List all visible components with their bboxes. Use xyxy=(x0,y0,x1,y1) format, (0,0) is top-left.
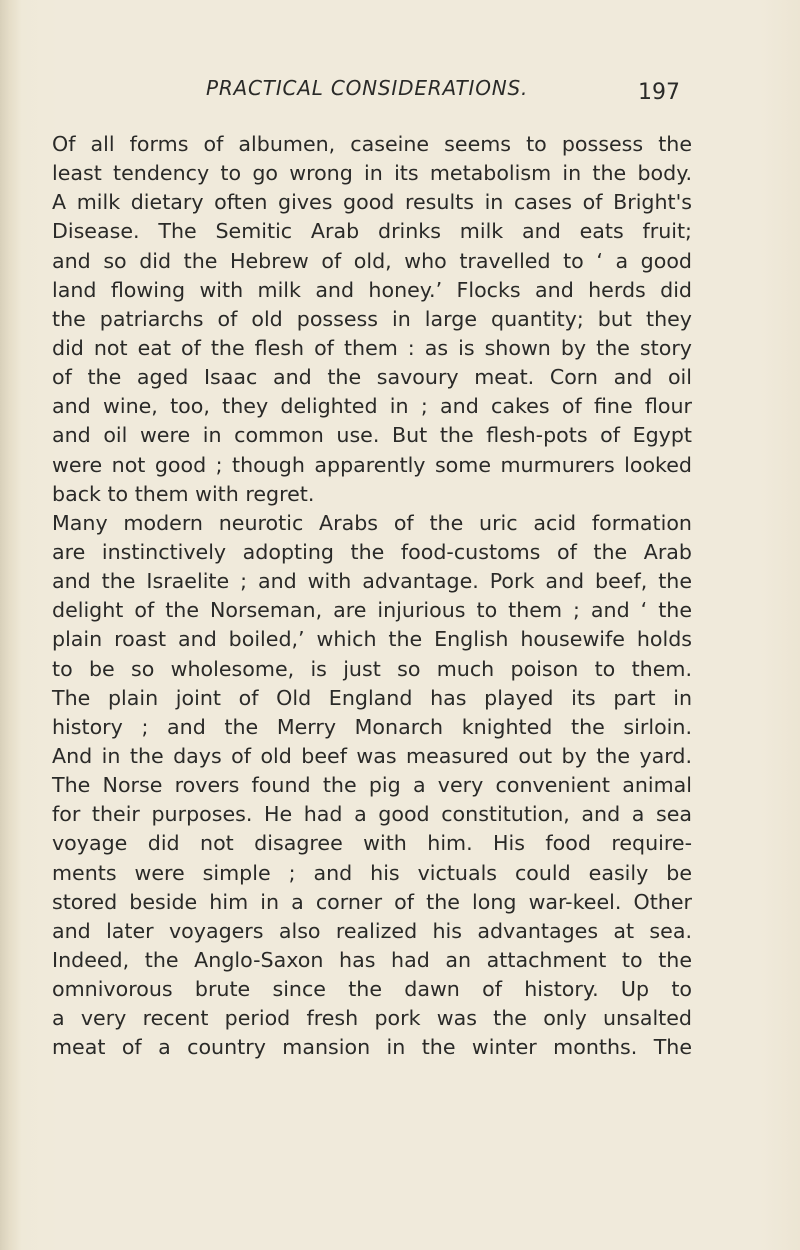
page-header xyxy=(206,76,686,110)
text-line: Indeed, the Anglo-Saxon has had an attachment to the xyxy=(52,947,692,972)
text-line: a very recent period fresh pork was the only unsalted xyxy=(52,1006,692,1031)
text-line: and oil were in common use. But the flesh-pots of Egypt xyxy=(52,423,692,448)
text-line: Disease. The Semitic Arab drinks milk and eats fruit; xyxy=(52,219,692,244)
page-number: 197 xyxy=(638,80,680,105)
text-line: voyage did not disagree with him. His food require- xyxy=(52,831,692,856)
text-line: for their purposes. He had a good constitution, and a sea xyxy=(52,802,692,827)
paragraph-start-line: Many modern neurotic Arabs of the uric acid formation xyxy=(52,510,692,535)
text-line: and the Israelite ; and with advantage. Pork and beef, the xyxy=(52,569,692,594)
text-line: did not eat of the flesh of them : as is shown by the story xyxy=(52,335,692,360)
text-line: to be so wholesome, is just so much poison to them. xyxy=(52,656,692,681)
paragraph-end-line: back to them with regret. xyxy=(52,481,315,506)
text-line: omnivorous brute since the dawn of history. Up to xyxy=(52,977,692,1002)
page-binding-shadow xyxy=(0,0,22,1250)
text-line: meat of a country mansion in the winter months. The xyxy=(52,1035,692,1060)
text-line: history ; and the Merry Monarch knighted the sirloin. xyxy=(52,714,692,739)
text-line: least tendency to go wrong in its metabolism in the body. xyxy=(52,161,692,186)
text-line: and so did the Hebrew of old, who travelled to ‘ a good xyxy=(52,248,692,273)
text-line: delight of the Norseman, are injurious to them ; and ‘ the xyxy=(52,598,692,623)
text-line: and wine, too, they delighted in ; and cakes of fine flour xyxy=(52,394,692,419)
text-line: The plain joint of Old England has played its part in xyxy=(52,685,692,710)
text-line: stored beside him in a corner of the long war-keel. Other xyxy=(52,889,692,914)
text-line: plain roast and boiled,’ which the English housewife holds xyxy=(52,627,692,652)
text-line: Of all forms of albumen, caseine seems to possess the xyxy=(52,132,692,156)
text-line: land flowing with milk and honey.’ Flocks and herds did xyxy=(52,277,692,302)
text-line: and later voyagers also realized his advantages at sea. xyxy=(52,918,692,943)
text-line: are instinctively adopting the food-customs of the Arab xyxy=(52,539,692,564)
text-line: The Norse rovers found the pig a very convenient animal xyxy=(52,773,692,798)
text-line: of the aged Isaac and the savoury meat. Corn and oil xyxy=(52,365,692,390)
text-line: the patriarchs of old possess in large quantity; but they xyxy=(52,306,692,331)
running-head: PRACTICAL CONSIDERATIONS. xyxy=(206,76,529,100)
body-text xyxy=(52,130,692,1063)
text-line: were not good ; though apparently some murmurers looked xyxy=(52,452,692,477)
text-line: A milk dietary often gives good results in cases of Bright's xyxy=(52,190,692,215)
text-line: ments were simple ; and his victuals could easily be xyxy=(52,860,692,885)
text-line: And in the days of old beef was measured out by the yard. xyxy=(52,743,692,768)
